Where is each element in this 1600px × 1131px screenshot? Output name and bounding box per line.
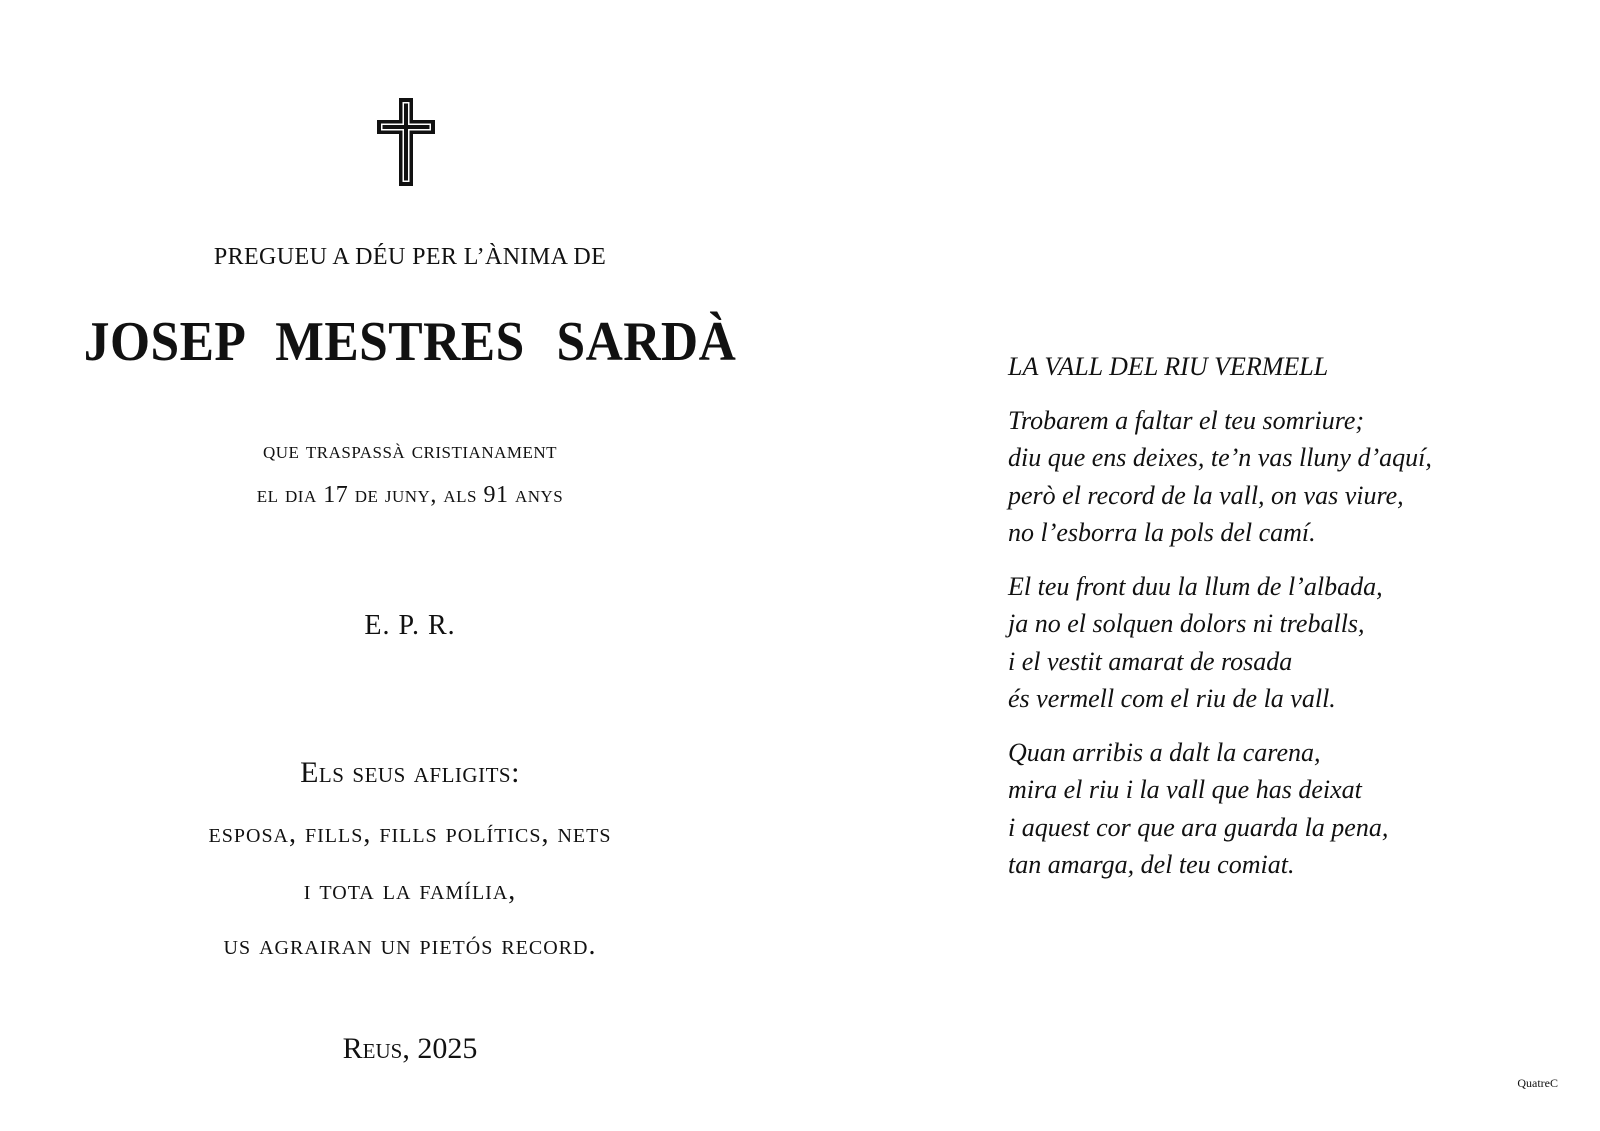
poem-line: però el record de la vall, on vas viure,	[1008, 480, 1404, 510]
poem-title: LA VALL DEL RIU VERMELL	[1008, 352, 1329, 381]
poem-line: i el vestit amarat de rosada	[1008, 646, 1293, 676]
poem-line: és vermell com el riu de la vall.	[1008, 684, 1336, 713]
afligits-line-1: esposa, fills, fills polítics, nets	[208, 818, 612, 849]
poem-stanza-2	[1008, 568, 1432, 718]
poem-line: ja no el solquen dolors ni treballs,	[1008, 609, 1365, 638]
date-suffix: anys	[514, 482, 564, 508]
year: 2025	[417, 1032, 478, 1065]
poem-line: tan amarga, del teu comiat.	[1008, 850, 1295, 879]
afligits-title: Els seus afligits:	[300, 756, 520, 789]
city-name: Reus	[342, 1032, 403, 1065]
afligits-line-2: i tota la família,	[303, 875, 517, 906]
date-prefix: el dia	[256, 482, 317, 508]
poem-line: diu que ens deixes, te’n vas lluny d’aquí,	[1008, 443, 1432, 472]
poem-line: mira el riu i la vall que has deixat	[1008, 775, 1362, 804]
date-middle: de juny, als	[354, 482, 477, 508]
death-day: 17	[323, 482, 349, 508]
latin-cross-icon	[375, 96, 437, 188]
poem-stanza-3	[1008, 734, 1432, 884]
poem-stanza-1	[1008, 402, 1432, 552]
poem-line: El teu front duu la llum de l’albada,	[1008, 571, 1383, 601]
poem-line: Trobarem a faltar el teu somriure;	[1008, 405, 1365, 435]
epr-text: E. P. R.	[364, 610, 456, 641]
date-age-line	[0, 482, 820, 509]
pregueu-heading: PREGUEU A DÉU PER L’ÀNIMA DE	[213, 244, 607, 270]
poem	[1008, 348, 1432, 900]
poem-line: Quan arribis a dalt la carena,	[1008, 737, 1321, 767]
printer-credit: QuatreC	[1517, 1076, 1558, 1090]
deceased-name: JOSEP MESTRES SARDÀ	[83, 311, 737, 373]
place-date: Reus, 2025	[342, 1032, 478, 1065]
afligits-line-3: us agrairan un pietós record.	[223, 930, 597, 961]
age-value: 91	[483, 482, 509, 508]
traspassa-line: que traspassà cristianament	[262, 438, 558, 464]
poem-line: i aquest cor que ara guarda la pena,	[1008, 812, 1389, 842]
poem-line: no l’esborra la pols del camí.	[1008, 518, 1316, 547]
